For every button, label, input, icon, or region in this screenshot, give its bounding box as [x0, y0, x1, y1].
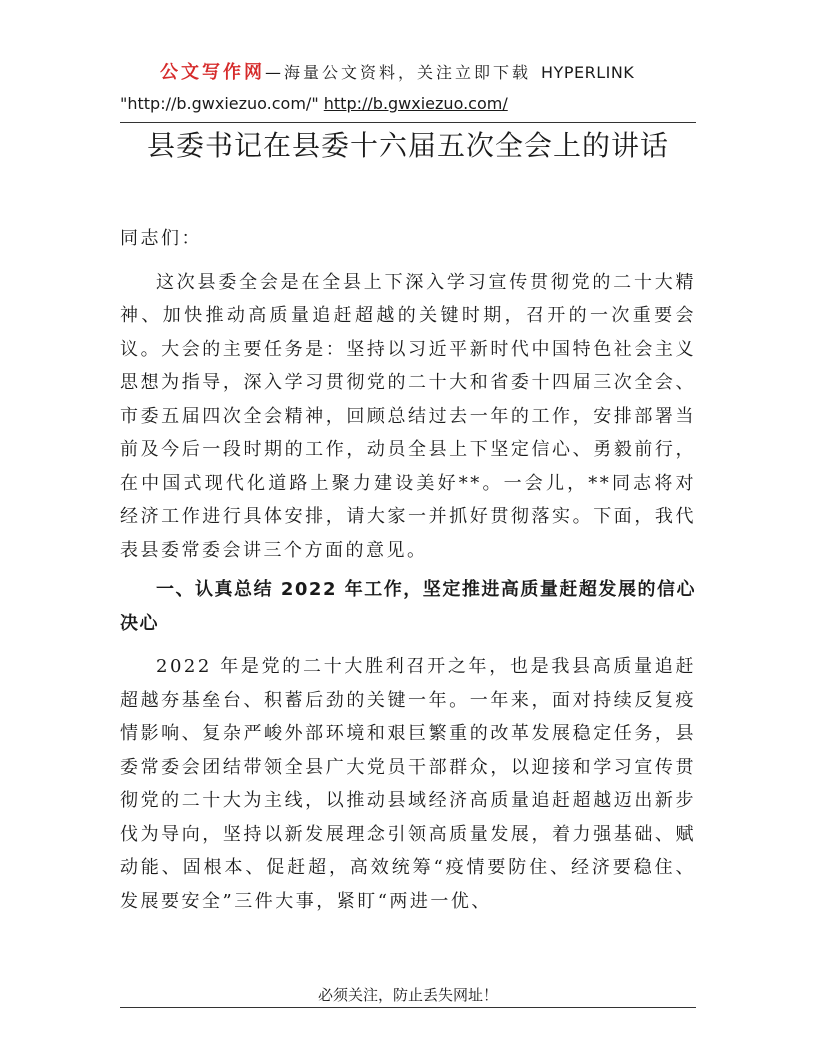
site-brand[interactable]: 公文写作网 [160, 62, 265, 83]
footer-notice: 必须关注，防止丢失网址！ [317, 986, 498, 1004]
site-url-link[interactable]: http://b.gwxiezuo.com/ [323, 94, 508, 113]
header-banner [160, 58, 700, 84]
paragraph-intro: 这次县委全会是在全县上下深入学习宣传贯彻党的二十大精神、加快推动高质量追赶超越的关键时期，召开的一次重要会议。大会的主要任务是：坚持以习近平新时代中国特色社会主义思想为指导，深入学习贯彻党的二十大和省委十四届三次全会、市委五届四次全会精神，回顾总结过去一年的工作，安排部署当前及今后一段时期的工作，动员全县上下坚定信心、勇毅前行，在中国式现代化道路上聚力建设美好**。一会儿，**同志将对经济工作进行具体安排，请大家一并抓好贯彻落实。下面，我代表县委常委会讲三个方面的意见。 [120, 271, 696, 561]
section-heading-1: 一、认真总结 2022 年工作，坚定推进高质量赶超发展的信心决心 [120, 579, 696, 634]
header-divider [120, 122, 696, 123]
paragraph-review: 2022 年是党的二十大胜利召开之年，也是我县高质量追赶超越夯基垒台、积蓄后劲的关键一年。一年来，面对持续反复疫情影响、复杂严峻外部环境和艰巨繁重的改革发展稳定任务，县委常委会团结带领全县广大党员干部群众，以迎接和学习宣传贯彻党的二十大为主线，以推动县域经济高质量追赶超越迈出新步伐为导向，坚持以新发展理念引领高质量发展，着力强基础、赋动能、固根本、促赶超，高效统筹“疫情要防住、经济要稳住、发展要安全”三件大事，紧盯“两进一优、 [120, 656, 696, 912]
hyperlink-field-code: HYPERLINK [541, 63, 635, 82]
footer-divider [120, 1007, 696, 1008]
url-field-code: "http://b.gwxiezuo.com/" [120, 94, 319, 113]
document-title: 县委书记在县委十六届五次全会上的讲话 [146, 129, 669, 162]
greeting: 同志们： [120, 228, 202, 249]
header-url-line [120, 94, 508, 113]
document-body [120, 222, 696, 922]
site-slogan: —海量公文资料，关注立即下载 [265, 63, 532, 82]
